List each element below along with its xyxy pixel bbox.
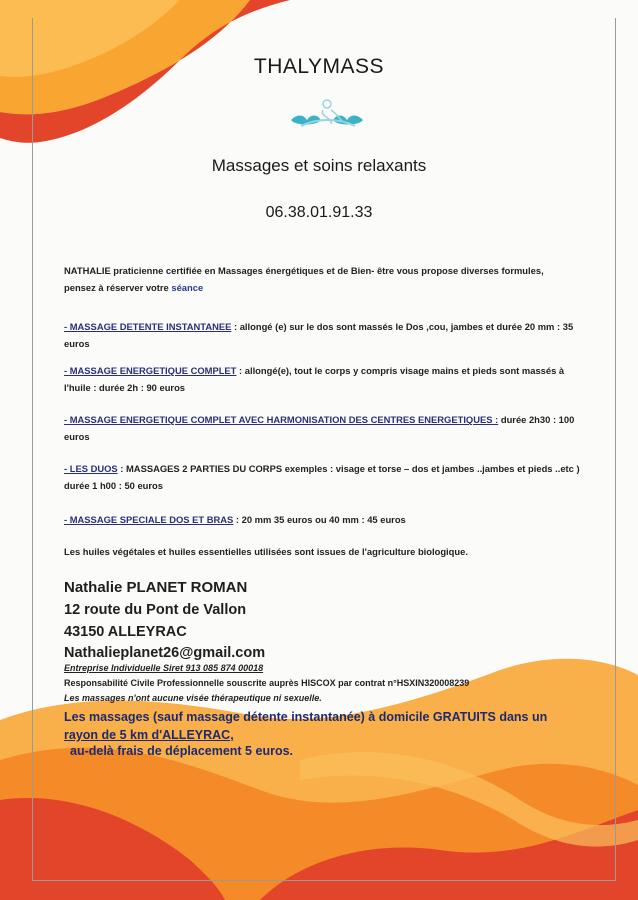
phone-number: 06.38.01.91.33 <box>265 204 373 221</box>
intro-paragraph <box>64 262 564 296</box>
service-item-dos-bras <box>64 511 584 528</box>
home-service-line2: rayon de 5 km d'ALLEYRAC, <box>64 728 234 742</box>
legal-disclaimer: Les massages n'ont aucune visée thérapeutique ni sexuelle. <box>64 693 322 703</box>
lotus-massage-icon <box>287 96 367 136</box>
brand-title: THALYMASS <box>253 55 385 78</box>
tagline: Massages et soins relaxants <box>211 156 427 175</box>
oils-note: Les huiles végétales et huiles essentielles utilisées sont issues de l'agriculture biologique. <box>64 546 468 557</box>
home-service-note <box>64 708 584 744</box>
intro-text: praticienne certifiée en Massages énergétiques et de Bien- être vous propose diverses formules, pensez à réserver votre <box>64 265 544 293</box>
legal-insurance: Responsabilité Civile Professionnelle souscrite auprès HISCOX par contrat n°HSXIN320008239 <box>64 678 470 688</box>
service-title: - MASSAGE DETENTE INSTANTANEE <box>64 321 232 332</box>
service-title: - MASSAGE ENERGETIQUE COMPLET AVEC HARMONISATION DES CENTRES ENERGETIQUES : <box>64 414 499 425</box>
service-desc: durée 2h30 : 100 euros <box>64 414 575 442</box>
legal-siret: Entreprise Individuelle Siret 913 085 874 00018 <box>64 663 264 673</box>
service-title: - MASSAGE ENERGETIQUE COMPLET <box>64 365 237 376</box>
service-desc: : MASSAGES 2 PARTIES DU CORPS exemples : visage et torse – dos et jambes ..jambes et pieds ..etc ) durée 1 h00 : 50 euros <box>64 463 580 491</box>
intro-link-word: séance <box>171 282 204 293</box>
intro-name: NATHALIE <box>64 265 111 276</box>
travel-fee-note: au-delà frais de déplacement 5 euros. <box>70 744 293 758</box>
service-item-duos <box>64 460 584 494</box>
contact-city: 43150 ALLEYRAC <box>64 624 187 640</box>
contact-email: Nathalieplanet26@gmail.com <box>64 645 266 661</box>
service-desc: : allongé (e) sur le dos sont massés le Dos ,cou, jambes et durée 20 mm : 35 euros <box>64 321 574 349</box>
service-desc: : allongé(e), tout le corps y compris visage mains et pieds sont massés à l'huile : durée 2h : 90 euros <box>64 365 565 393</box>
contact-name: Nathalie PLANET ROMAN <box>64 579 248 596</box>
service-item-energetique <box>64 362 584 396</box>
service-item-detente <box>64 318 584 352</box>
service-title: - MASSAGE SPECIALE DOS ET BRAS <box>64 514 234 525</box>
service-item-harmonisation <box>64 411 584 445</box>
home-service-line1: Les massages (sauf massage détente instantanée) à domicile GRATUITS dans un <box>64 710 548 724</box>
service-title: - LES DUOS <box>64 463 118 474</box>
contact-address: 12 route du Pont de Vallon <box>64 602 247 618</box>
service-desc: : 20 mm 35 euros ou 40 mm : 45 euros <box>233 514 406 525</box>
